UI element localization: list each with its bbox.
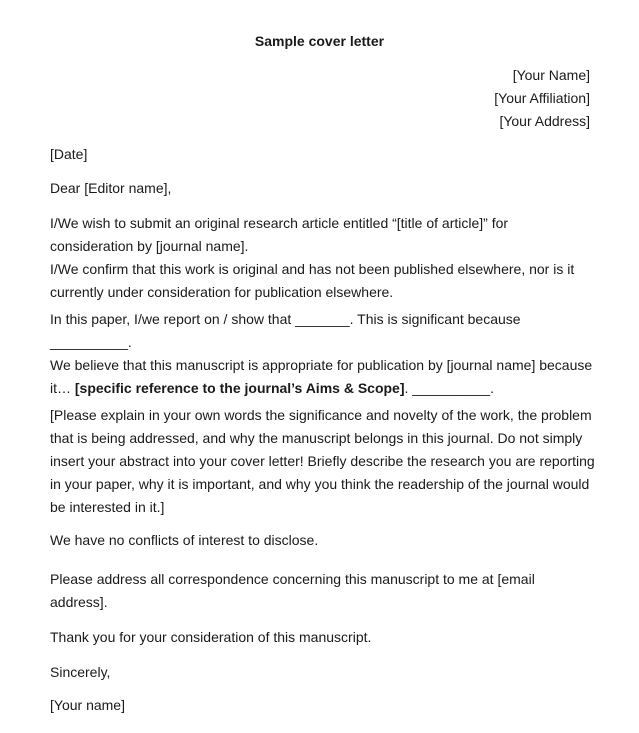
signature-line: [Your name] xyxy=(50,697,125,713)
date-line: [Date] xyxy=(50,146,88,162)
conflicts-statement: We have no conflicts of interest to disclose. xyxy=(50,532,319,548)
instructions-paragraph: [Please explain in your own words the significance and novelty of the work, the problem that is being addressed, and why the manuscript belongs in this journal. Do not simply insert your abstract into your cover letter! Briefly describe the research you are reporting in your paper, why it is important, and why you think the readership of the journal would be interested in it.] xyxy=(50,407,595,515)
originality-statement: I/We confirm that this work is original and has not been published elsewhere, nor is it currently under consideration for publication elsewhere. xyxy=(50,261,575,300)
salutation: Dear [Editor name], xyxy=(50,180,172,196)
appropriateness-statement xyxy=(50,354,595,400)
report-statement: In this paper, I/we report on / show that _______. This is significant because __________. xyxy=(50,311,521,350)
sender-address: [Your Address] xyxy=(499,113,590,129)
aims-scope-reference: [specific reference to the journal’s Aims & Scope] xyxy=(74,380,405,396)
page-title: Sample cover letter xyxy=(254,33,385,49)
thanks-line: Thank you for your consideration of this manuscript. xyxy=(50,629,372,645)
intro-paragraph xyxy=(50,212,595,304)
sender-block xyxy=(494,64,590,133)
significance-paragraph xyxy=(50,308,595,400)
closing-line: Sincerely, xyxy=(50,664,111,680)
sender-name: [Your Name] xyxy=(512,67,590,83)
sender-affiliation: [Your Affiliation] xyxy=(494,90,590,106)
submission-statement: I/We wish to submit an original research article entitled “[title of article]” for consideration by [journal name]. xyxy=(50,215,509,254)
appropriateness-suffix: . __________. xyxy=(404,380,495,396)
appropriateness-text: We believe that this manuscript is appropriate for publication by [journal name] because it… xyxy=(50,357,593,396)
correspondence-paragraph: Please address all correspondence concerning this manuscript to me at [email address]. xyxy=(50,571,535,610)
